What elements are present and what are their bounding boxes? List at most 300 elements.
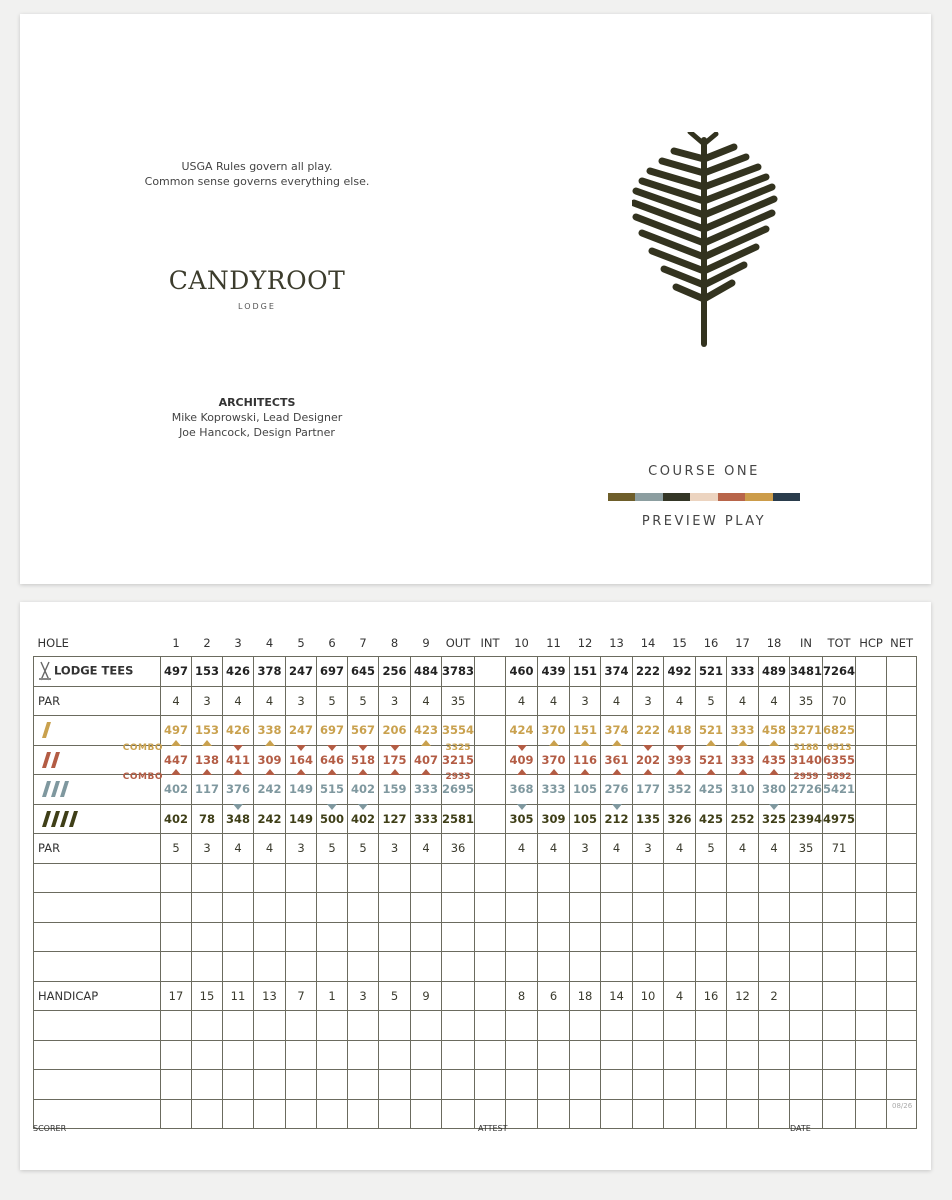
combo-marker [580,769,590,775]
score-entry-cell[interactable] [887,1040,917,1070]
score-entry-cell[interactable] [696,1040,727,1070]
score-entry-cell[interactable] [601,1040,633,1070]
score-entry-cell[interactable] [664,1040,696,1070]
score-entry-cell[interactable] [759,1040,790,1070]
par-cell: 3 [633,686,664,716]
score-entry-cell[interactable] [254,1099,286,1129]
combo-gold-yardage: 6513 [826,742,852,753]
slate-yardage-cell: 5421 [823,775,856,805]
score-entry-cell[interactable] [570,1011,601,1041]
score-entry-cell[interactable] [887,952,917,982]
course-title: COURSE ONE [648,464,760,479]
architect-1: Mike Koprowski, Lead Designer [171,411,343,424]
score-entry-cell[interactable] [286,1011,317,1041]
score-entry-cell[interactable] [696,1070,727,1100]
score-entry-cell[interactable] [286,1040,317,1070]
score-entry-cell[interactable] [790,893,823,923]
slate-yardage-cell: 380 [759,775,790,805]
scorecard-panel [20,602,931,1170]
score-entry-cell[interactable] [696,922,727,952]
gold-yardage-cell: 206 [379,716,411,746]
score-entry-cell[interactable] [664,1070,696,1100]
par-cell: 4 [411,686,442,716]
par-cell [475,834,506,864]
score-entry-cell[interactable] [442,952,475,982]
handicap-cell [790,981,823,1011]
rust-yardage-cell: 333 [727,745,759,775]
score-entry-cell[interactable] [856,1070,887,1100]
lodge-yardage-cell: 439 [538,657,570,687]
score-entry-cell[interactable] [475,893,506,923]
handicap-cell [823,981,856,1011]
score-entry-cell[interactable] [379,893,411,923]
score-entry-cell[interactable] [633,893,664,923]
brand-logo: CANDYROOT [168,266,346,295]
combo-marker [327,745,337,751]
score-entry-cell[interactable] [856,1040,887,1070]
player-name-cell[interactable] [34,952,161,982]
lodge-yardage-cell [856,657,887,687]
score-entry-cell[interactable] [411,1040,442,1070]
score-entry-cell[interactable] [286,893,317,923]
score-entry-cell[interactable] [790,1040,823,1070]
score-entry-cell[interactable] [790,1070,823,1100]
combo-rust-yardage: 5892 [826,772,852,782]
score-entry-cell[interactable] [348,922,379,952]
score-entry-cell[interactable] [161,1099,192,1129]
score-entry-cell[interactable] [317,893,348,923]
rust-yardage-cell: 361 [601,745,633,775]
score-entry-cell[interactable] [317,1070,348,1100]
combo-marker [296,745,306,751]
player-name-cell[interactable] [34,922,161,952]
score-entry-cell[interactable] [192,1011,223,1041]
score-entry-cell[interactable] [727,893,759,923]
lodge-yardage-cell: 492 [664,657,696,687]
score-entry-cell[interactable] [506,1099,538,1129]
score-entry-cell[interactable] [286,1070,317,1100]
par-cell: 5 [696,834,727,864]
player-name-cell[interactable] [34,1070,161,1100]
score-entry-cell[interactable] [506,863,538,893]
score-entry-cell[interactable] [790,863,823,893]
score-entry-cell[interactable] [379,952,411,982]
score-entry-cell[interactable] [254,922,286,952]
score-entry-cell[interactable] [759,1070,790,1100]
scorer-label: SCORER [33,1124,67,1133]
score-entry-cell[interactable] [759,1011,790,1041]
lodge-yardage-cell: 222 [633,657,664,687]
slate-tees-label [34,775,161,805]
score-entry-cell[interactable] [727,922,759,952]
par-cell: 3 [570,834,601,864]
score-entry-cell[interactable] [442,1040,475,1070]
score-entry-cell[interactable] [538,952,570,982]
score-entry-cell[interactable] [570,863,601,893]
gold-yardage-cell: 247 [286,716,317,746]
score-entry-cell[interactable] [727,1011,759,1041]
score-entry-cell[interactable] [506,952,538,982]
score-entry-cell[interactable] [538,1070,570,1100]
slate-yardage-cell: 105 [570,775,601,805]
score-entry-cell[interactable] [254,952,286,982]
par-cell: 4 [727,834,759,864]
score-entry-cell[interactable] [506,922,538,952]
score-entry-cell[interactable] [192,863,223,893]
score-entry-cell[interactable] [254,1070,286,1100]
attest-label: ATTEST [478,1124,508,1133]
score-entry-cell[interactable] [254,893,286,923]
score-entry-cell[interactable] [633,1011,664,1041]
score-entry-cell[interactable] [538,1011,570,1041]
column-header: 10 [514,636,529,650]
gold-yardage-cell: 497 [161,716,192,746]
slate-yardage-cell: 2695 [442,775,475,805]
par-cell: 4 [601,686,633,716]
score-entry-cell[interactable] [348,863,379,893]
score-entry-cell[interactable] [538,1040,570,1070]
color-swatch [635,493,662,501]
combo-label-gold: COMBO [122,742,163,753]
score-entry-cell[interactable] [664,1011,696,1041]
score-entry-cell[interactable] [633,1040,664,1070]
column-header: 13 [609,636,624,650]
olive-yardage-cell: 2394 [790,804,823,834]
score-entry-cell[interactable] [192,1040,223,1070]
rust-yardage-cell: 370 [538,745,570,775]
score-entry-cell[interactable] [823,863,856,893]
score-entry-cell[interactable] [442,1011,475,1041]
score-entry-cell[interactable] [192,1099,223,1129]
score-entry-cell[interactable] [348,1040,379,1070]
score-entry-cell[interactable] [192,952,223,982]
score-entry-cell[interactable] [887,1011,917,1041]
score-entry-cell[interactable] [411,1099,442,1129]
score-entry-cell[interactable] [887,922,917,952]
score-entry-cell[interactable] [664,922,696,952]
rust-yardage-cell [856,745,887,775]
score-entry-cell[interactable] [223,1070,254,1100]
score-entry-cell[interactable] [696,952,727,982]
olive-yardage-cell: 105 [570,804,601,834]
score-entry-cell[interactable] [161,893,192,923]
column-header: 11 [546,636,561,650]
score-entry-cell[interactable] [317,1040,348,1070]
score-entry-cell[interactable] [317,1099,348,1129]
architect-2: Joe Hancock, Design Partner [179,426,335,439]
score-entry-cell[interactable] [411,1011,442,1041]
score-entry-cell[interactable] [379,1011,411,1041]
score-entry-cell[interactable] [379,922,411,952]
score-entry-cell[interactable] [727,863,759,893]
score-entry-cell[interactable] [442,1099,475,1129]
score-entry-cell[interactable] [538,922,570,952]
slate-yardage-cell: 159 [379,775,411,805]
score-entry-cell[interactable] [570,1070,601,1100]
combo-marker [706,769,716,775]
score-entry-cell[interactable] [601,952,633,982]
combo-marker [233,804,243,810]
score-entry-cell[interactable] [442,893,475,923]
score-entry-cell[interactable] [570,1040,601,1070]
combo-marker [358,745,368,751]
par-cell: 5 [348,686,379,716]
score-entry-cell[interactable] [823,1011,856,1041]
rust-yardage-cell: 138 [192,745,223,775]
score-entry-cell[interactable] [506,893,538,923]
score-entry-cell[interactable] [506,1011,538,1041]
column-header: 16 [703,636,719,650]
score-entry-cell[interactable] [601,1070,633,1100]
score-entry-cell[interactable] [411,1070,442,1100]
score-entry-cell[interactable] [161,952,192,982]
score-entry-cell[interactable] [475,922,506,952]
score-entry-cell[interactable] [317,863,348,893]
lodge-yardage-cell: 484 [411,657,442,687]
olive-yardage-cell: 135 [633,804,664,834]
score-entry-cell[interactable] [442,863,475,893]
score-entry-cell[interactable] [161,922,192,952]
handicap-cell: 10 [633,981,664,1011]
score-entry-cell[interactable] [254,863,286,893]
gold-yardage-cell: 338 [254,716,286,746]
score-entry-cell[interactable] [348,1011,379,1041]
score-entry-cell[interactable] [601,863,633,893]
score-entry-cell[interactable] [379,1040,411,1070]
par-cell: 3 [379,686,411,716]
score-entry-cell[interactable] [790,922,823,952]
score-entry-cell[interactable] [411,893,442,923]
score-entry-cell[interactable] [538,863,570,893]
gold-tees-label [34,716,163,753]
score-entry-cell[interactable] [633,1099,664,1129]
olive-yardage-cell: 425 [696,804,727,834]
score-entry-cell[interactable] [161,1040,192,1070]
score-entry-cell[interactable] [759,952,790,982]
slate-yardage-cell: 149 [286,775,317,805]
player-name-cell[interactable] [34,1040,161,1070]
score-entry-cell[interactable] [475,1040,506,1070]
score-entry-cell[interactable] [790,1011,823,1041]
score-entry-cell[interactable] [601,922,633,952]
score-entry-cell[interactable] [696,893,727,923]
combo-marker [738,740,748,746]
combo-marker [265,769,275,775]
rust-yardage-cell: 3140 2959 [790,745,823,775]
score-entry-cell[interactable] [317,922,348,952]
score-entry-cell[interactable] [223,952,254,982]
olive-yardage-cell: 305 [506,804,538,834]
score-entry-cell[interactable] [254,1011,286,1041]
score-entry-cell[interactable] [286,863,317,893]
gold-yardage-cell: 521 [696,716,727,746]
score-entry-cell[interactable] [823,952,856,982]
score-entry-cell[interactable] [856,893,887,923]
hole-header: HOLE [37,636,69,650]
score-entry-cell[interactable] [506,1070,538,1100]
par-cell: 4 [538,834,570,864]
score-entry-cell[interactable] [192,922,223,952]
score-entry-cell[interactable] [286,922,317,952]
combo-marker [517,769,527,775]
score-entry-cell[interactable] [192,893,223,923]
score-entry-cell[interactable] [442,922,475,952]
score-entry-cell[interactable] [601,1011,633,1041]
gold-yardage-cell: 567 [348,716,379,746]
column-header: 7 [359,636,367,650]
score-entry-cell[interactable] [664,1099,696,1129]
gold-yardage-cell [475,716,506,746]
score-entry-cell[interactable] [161,1011,192,1041]
score-entry-cell[interactable] [727,1099,759,1129]
score-entry-cell[interactable] [759,922,790,952]
combo-marker [769,804,779,810]
score-entry-cell[interactable] [475,1070,506,1100]
score-entry-cell[interactable] [570,893,601,923]
rust-yardage-cell: 175 [379,745,411,775]
score-entry-cell[interactable] [856,952,887,982]
score-entry-cell[interactable] [411,952,442,982]
combo-marker [233,769,243,775]
score-entry-cell[interactable] [161,863,192,893]
score-entry-cell[interactable] [664,863,696,893]
score-entry-cell[interactable] [254,1040,286,1070]
player-name-cell[interactable] [34,1011,161,1041]
score-entry-cell[interactable] [759,1099,790,1129]
score-entry-cell[interactable] [223,922,254,952]
gold-yardage-cell: 424 [506,716,538,746]
architects-title: ARCHITECTS [218,396,296,409]
par-cell: 4 [759,834,790,864]
score-entry-cell[interactable] [601,893,633,923]
combo-marker [265,740,275,746]
score-entry-cell[interactable] [379,1070,411,1100]
score-entry-cell[interactable] [856,922,887,952]
score-entry-cell[interactable] [696,1011,727,1041]
slate-yardage-cell: 515 [317,775,348,805]
lodge-yardage-cell: 3481 [790,657,823,687]
player-name-cell[interactable] [34,893,161,923]
score-entry-cell[interactable] [442,1070,475,1100]
combo-marker [643,745,653,751]
score-entry-cell[interactable] [348,893,379,923]
score-entry-cell[interactable] [411,863,442,893]
score-entry-cell[interactable] [348,1099,379,1129]
score-entry-cell[interactable] [823,1040,856,1070]
score-entry-cell[interactable] [317,952,348,982]
combo-marker [517,745,527,751]
combo-marker [549,740,559,746]
olive-yardage-cell: 212 [601,804,633,834]
score-entry-cell[interactable] [823,893,856,923]
score-entry-cell[interactable] [790,952,823,982]
score-entry-cell[interactable] [696,863,727,893]
column-header: 3 [234,636,242,650]
score-entry-cell[interactable] [161,1070,192,1100]
score-entry-cell[interactable] [538,893,570,923]
score-entry-cell[interactable] [570,952,601,982]
score-entry-cell[interactable] [379,1099,411,1129]
score-entry-cell[interactable] [348,952,379,982]
par-cell: 3 [633,834,664,864]
score-entry-cell[interactable] [633,922,664,952]
score-entry-cell[interactable] [823,922,856,952]
score-entry-cell[interactable] [475,952,506,982]
rust-yardage-cell: 309 [254,745,286,775]
score-entry-cell[interactable] [887,863,917,893]
column-header: 15 [672,636,687,650]
score-entry-cell[interactable] [286,1099,317,1129]
score-entry-cell[interactable] [633,1070,664,1100]
score-entry-cell[interactable] [348,1070,379,1100]
score-entry-cell[interactable] [664,952,696,982]
score-entry-cell[interactable] [475,1011,506,1041]
score-entry-cell[interactable] [223,1011,254,1041]
score-entry-cell[interactable] [223,1040,254,1070]
score-entry-cell[interactable] [856,863,887,893]
score-entry-cell[interactable] [633,863,664,893]
player-name-cell[interactable] [34,863,161,893]
score-entry-cell[interactable] [601,1099,633,1129]
rust-yardage-cell: 6355 5892 [823,745,856,775]
score-entry-cell[interactable] [570,922,601,952]
score-entry-cell[interactable] [727,1040,759,1070]
score-entry-cell[interactable] [538,1099,570,1129]
score-entry-cell[interactable] [506,1040,538,1070]
lodge-yardage-cell: 645 [348,657,379,687]
score-entry-cell[interactable] [286,952,317,982]
score-entry-cell[interactable] [696,1099,727,1129]
score-entry-cell[interactable] [317,1011,348,1041]
score-entry-cell[interactable] [727,952,759,982]
score-entry-cell[interactable] [192,1070,223,1100]
slate-yardage-cell: 2726 [790,775,823,805]
handicap-cell: 5 [379,981,411,1011]
score-entry-cell[interactable] [856,1011,887,1041]
score-entry-cell[interactable] [856,1099,887,1129]
score-entry-cell[interactable] [475,863,506,893]
score-entry-cell[interactable] [570,1099,601,1129]
lodge-yardage-cell: 426 [223,657,254,687]
score-entry-cell[interactable] [823,1070,856,1100]
gold-yardage-cell: 418 [664,716,696,746]
combo-marker [769,740,779,746]
score-entry-cell[interactable] [223,893,254,923]
handicap-cell: 7 [286,981,317,1011]
olive-yardage-cell: 309 [538,804,570,834]
handicap-cell [887,981,917,1011]
score-entry-cell[interactable] [759,893,790,923]
score-entry-cell[interactable] [887,893,917,923]
olive-yardage-cell: 149 [286,804,317,834]
score-entry-cell[interactable] [411,922,442,952]
score-entry-cell[interactable] [223,1099,254,1129]
score-entry-cell[interactable] [759,863,790,893]
gold-yardage-cell: 423 [411,716,442,746]
score-entry-cell[interactable] [664,893,696,923]
combo-rust-yardage: 2933 [445,772,471,782]
score-entry-cell[interactable] [633,952,664,982]
combo-marker [327,769,337,775]
score-entry-cell[interactable] [823,1099,856,1129]
par-cell: 4 [254,834,286,864]
score-entry-cell[interactable] [727,1070,759,1100]
score-entry-cell[interactable] [379,863,411,893]
par-cell: 5 [348,834,379,864]
score-entry-cell[interactable] [223,863,254,893]
par-cell: 4 [254,686,286,716]
score-entry-cell[interactable] [887,1070,917,1100]
